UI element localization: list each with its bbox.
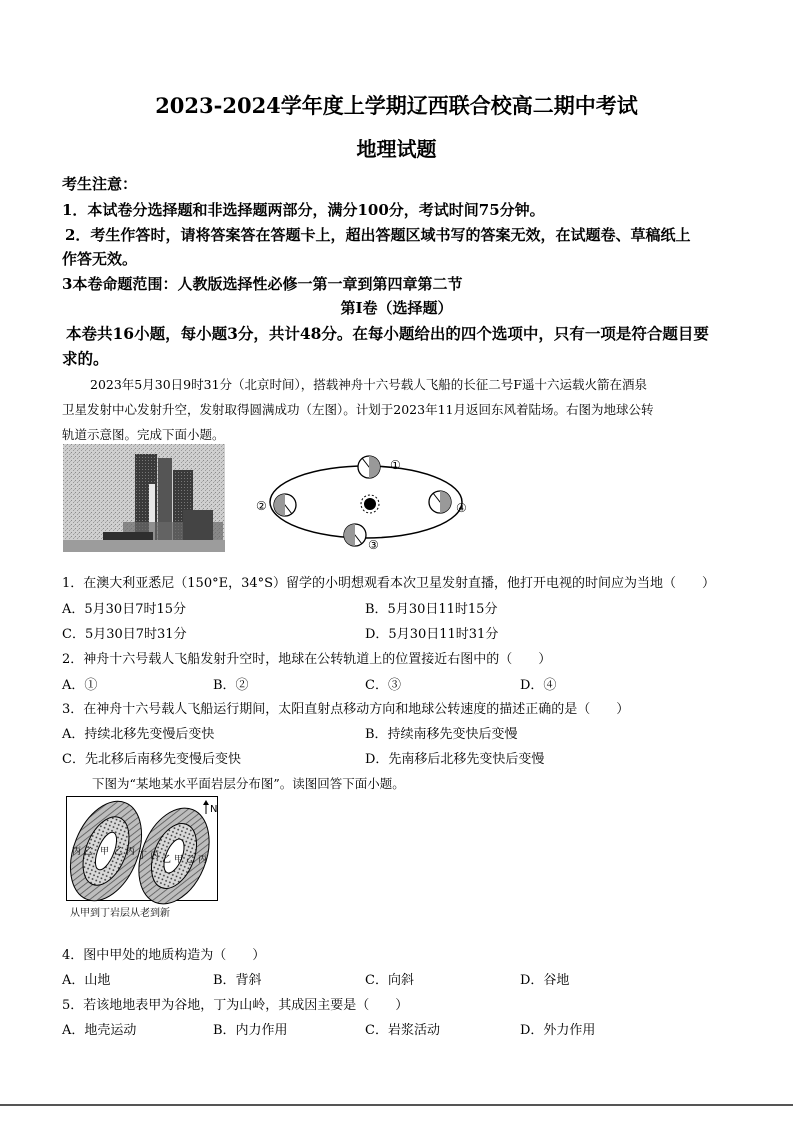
question-4-option-d: D．谷地 (520, 973, 570, 988)
question-3-option-a: A．持续北移先变慢后变快 (62, 727, 215, 742)
notice-item-2a: 2．考生作答时，请将答案答在答题卡上，超出答题区域书写的答案无效，在试题卷、草稿纸上 (65, 226, 691, 244)
question-3-stem: 3．在神舟十六号载人飞船运行期间，太阳直射点移动方向和地球公转速度的描述正确的是（ ） (62, 702, 630, 717)
question-2-option-c: C．③ (365, 678, 401, 693)
rock-label-left-5: 丙 (126, 847, 136, 857)
question-1-stem: 1．在澳大利亚悉尼（150°E，34°S）留学的小明想观看本次卫星发射直播，他打开电视的时间应为当地（ ） (62, 576, 716, 591)
section-instruction-b: 求的。 (62, 349, 109, 368)
earth-position-3 (344, 524, 366, 546)
section-instruction-a: 本卷共16小题，每小题3分，共计48分。在每小题给出的四个选项中，只有一项是符合题目要 (66, 324, 709, 343)
rock-label-left-1: 丙 (72, 847, 82, 857)
question-1-option-d: D．5月30日11时31分 (365, 627, 499, 642)
notice-item-3: 3本卷命题范围：人教版选择性必修一第一章到第四章第二节 (62, 275, 463, 293)
rock-label-right-5: 乙 (186, 855, 196, 865)
notice-heading: 考生注意： (62, 175, 138, 193)
question-2-stem: 2．神舟十六号载人飞船发射升空时，地球在公转轨道上的位置接近右图中的（ ） (62, 652, 552, 667)
earth-position-1 (358, 456, 380, 478)
rock-layer-map (66, 796, 226, 920)
rocket-launch-photo (63, 444, 225, 552)
orbit-label-3: ③ (368, 538, 379, 552)
question-1-option-b: B．5月30日11时15分 (365, 602, 498, 617)
bottom-divider (0, 1104, 793, 1106)
question-3-option-b: B．持续南移先变快后变慢 (365, 727, 518, 742)
question-2-option-b: B．② (213, 678, 249, 693)
rock-label-right-1: 丁 (138, 851, 148, 861)
question-2-option-d: D．④ (520, 678, 557, 693)
question-4-option-c: C．向斜 (365, 973, 414, 988)
question-4-stem: 4．图中甲处的地质构造为（ ） (62, 948, 266, 963)
question-4-option-b: B．背斜 (213, 973, 262, 988)
question-4-option-a: A．山地 (62, 973, 111, 988)
question-1-option-c: C．5月30日7时31分 (62, 627, 187, 642)
subject-title: 地理试题 (356, 137, 437, 161)
question-5-option-d: D．外力作用 (520, 1023, 596, 1038)
passage1-line2: 卫星发射中心发射升空，发射取得圆满成功（左图）。计划于2023年11月返回东风着陆场。右图为地球公转 (62, 402, 654, 417)
rock-label-left-3: 甲 (100, 847, 110, 857)
orbit-label-4: ④ (456, 501, 467, 515)
question-3-option-c: C．先北移后南移先变慢后变快 (62, 752, 241, 767)
exam-title: 2023-2024学年度上学期辽西联合校高二期中考试 (155, 93, 638, 118)
section-title: 第Ⅰ卷（选择题） (340, 299, 453, 317)
question-5-stem: 5．若该地地表甲为谷地，丁为山岭，其成因主要是（ ） (62, 998, 409, 1013)
passage1-line1: 2023年5月30日9时31分（北京时间），搭载神舟十六号载人飞船的长征二号F遥十六运载火箭在酒泉 (90, 377, 647, 392)
north-label: N (210, 804, 218, 815)
orbit-label-1: ① (390, 458, 401, 472)
question-2-option-a: A．① (62, 678, 98, 693)
notice-item-2b: 作答无效。 (62, 250, 138, 268)
notice-item-1: 1．本试卷分选择题和非选择题两部分，满分100分，考试时间75分钟。 (62, 201, 545, 219)
question-5-option-c: C．岩浆活动 (365, 1023, 440, 1038)
orbit-label-2: ② (256, 499, 267, 513)
earth-position-2 (274, 494, 296, 516)
question-1-option-a: A．5月30日7时15分 (62, 602, 187, 617)
rock-label-right-3: 乙 (162, 855, 172, 865)
rock-map-caption: 从甲到丁岩层从老到新 (70, 908, 170, 919)
question-3-option-d: D．先南移后北移先变快后变慢 (365, 752, 545, 767)
passage1-line3: 轨道示意图。完成下面小题。 (62, 427, 225, 442)
rock-label-right-6: 丙 (198, 855, 208, 865)
rock-label-right-2: 丙 (150, 851, 160, 861)
passage2: 下图为“某地某水平面岩层分布图”。读图回答下面小题。 (92, 776, 405, 791)
earth-orbit-diagram (248, 452, 478, 552)
question-5-option-a: A．地壳运动 (62, 1023, 137, 1038)
rock-label-left-2: 乙 (84, 847, 94, 857)
question-5-option-b: B．内力作用 (213, 1023, 288, 1038)
rock-label-right-4: 甲 (174, 855, 184, 865)
earth-position-4 (429, 491, 451, 513)
sun-icon (361, 495, 379, 513)
rock-label-left-4: 乙 (114, 847, 124, 857)
